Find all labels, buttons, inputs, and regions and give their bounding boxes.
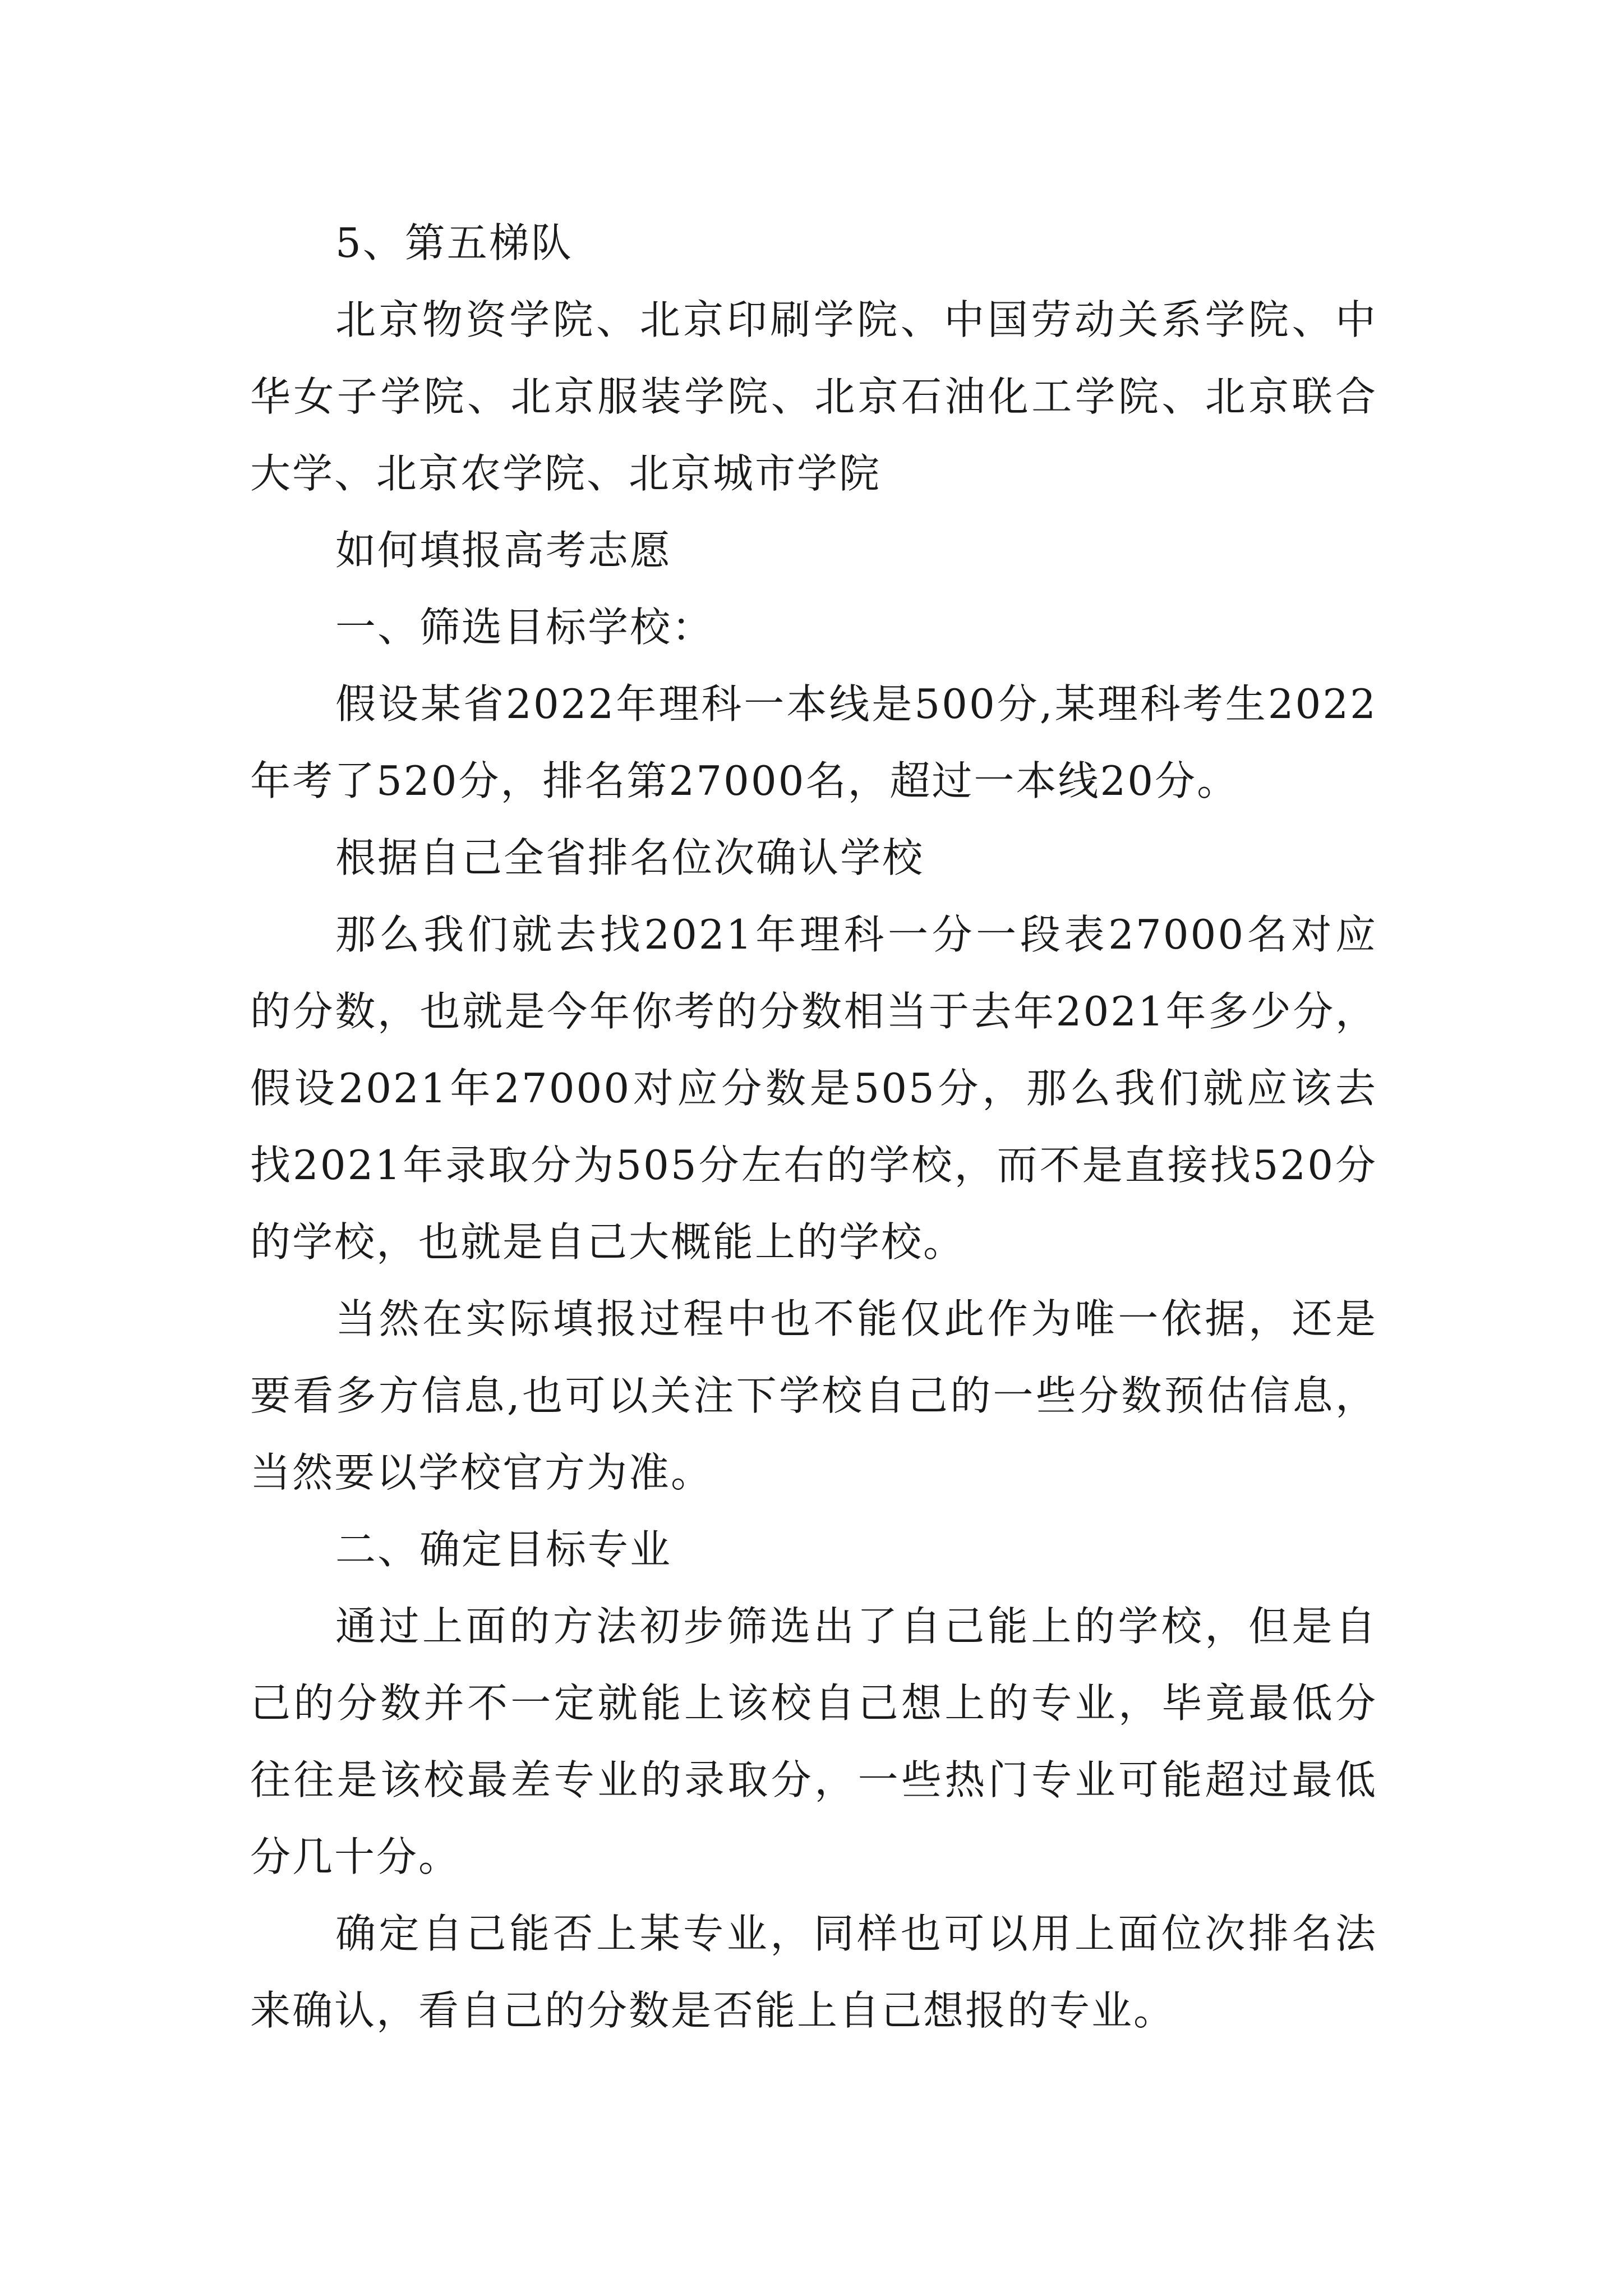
step-one-heading: 一、筛选目标学校： xyxy=(335,604,714,651)
step-two-heading: 二、确定目标专业 xyxy=(335,1526,672,1573)
example-paragraph: 假设某省2022年理科一本线是500分,某理科考生2022年考了520分，排名第27000名，超过一本线20分。 xyxy=(250,680,1377,804)
major-confirmation-paragraph: 确定自己能否上某专业，同样也可以用上面位次排名法来确认，看自己的分数是否能上自己想报的专业。 xyxy=(250,1910,1377,2034)
section-heading-fifth-tier: 5、第五梯队 xyxy=(335,219,573,266)
rank-method-paragraph: 那么我们就去找2021年理科一分一段表27000名对应的分数，也就是今年你考的分数相当于去年2021年多少分，假设2021年27000对应分数是505分，那么我们就应该去找2021年录取分为505分左右的学校，而不是直接找520分的学校，也就是自己大概能上的学校。 xyxy=(250,911,1377,1266)
major-selection-paragraph: 通过上面的方法初步筛选出了自己能上的学校，但是自己的分数并不一定就能上该校自己想上的专业，毕竟最低分往往是该校最差专业的录取分，一些热门专业可能超过最低分几十分。 xyxy=(250,1603,1377,1880)
caution-paragraph: 当然在实际填报过程中也不能仅此作为唯一依据，还是要看多方信息,也可以关注下学校自己的一些分数预估信息，当然要以学校官方为准。 xyxy=(250,1295,1377,1496)
fifth-tier-school-list: 北京物资学院、北京印刷学院、中国劳动关系学院、中华女子学院、北京服装学院、北京石油化工学院、北京联合大学、北京农学院、北京城市学院 xyxy=(250,296,1377,497)
rank-method-heading: 根据自己全省排名位次确认学校 xyxy=(335,834,925,881)
section-heading-how-to-apply: 如何填报高考志愿 xyxy=(335,527,672,574)
document-body xyxy=(250,205,1377,2049)
